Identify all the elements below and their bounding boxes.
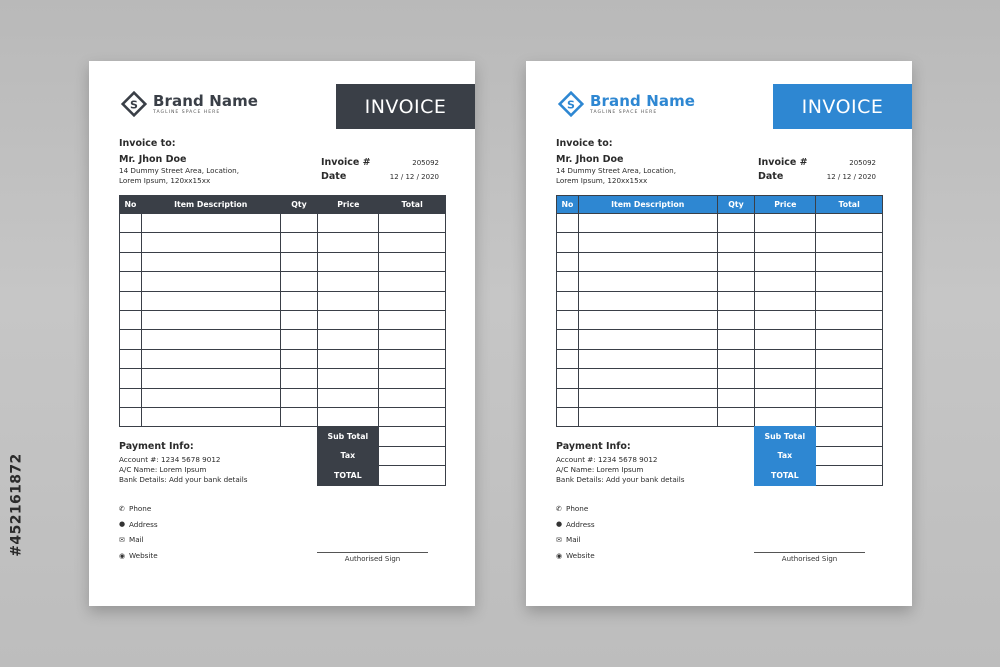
- svg-text:S: S: [567, 98, 575, 112]
- table-cell: [816, 291, 883, 310]
- contact-address-label: Address: [566, 519, 595, 529]
- table-cell: [578, 349, 717, 368]
- table-cell: [141, 388, 280, 407]
- date-value: 12 / 12 / 2020: [826, 173, 876, 181]
- table-row: [120, 272, 446, 291]
- phone-icon: ✆: [556, 504, 562, 513]
- client-name: Mr. Jhon Doe: [119, 154, 187, 165]
- tax-label: Tax: [755, 446, 816, 466]
- invoice-to-label: Invoice to:: [556, 138, 613, 149]
- client-name: Mr. Jhon Doe: [556, 154, 624, 165]
- contact-mail: [556, 532, 595, 548]
- table-cell: [557, 330, 579, 349]
- table-cell: [120, 349, 142, 368]
- client-address-line1: 14 Dummy Street Area, Location,: [556, 166, 676, 175]
- invoice-number-label: Invoice #: [758, 157, 808, 168]
- table-cell: [557, 310, 579, 329]
- signature-label: Authorised Sign: [344, 555, 401, 563]
- table-cell: [280, 349, 318, 368]
- table-cell: [280, 369, 318, 388]
- phone-icon: ✆: [119, 504, 125, 513]
- table-cell: [578, 214, 717, 233]
- payment-title: Payment Info:: [119, 441, 194, 452]
- totals-table: [317, 426, 446, 486]
- location-pin-icon: ●: [556, 520, 563, 529]
- date-label: Date: [321, 171, 347, 182]
- table-cell: [816, 310, 883, 329]
- table-cell: [755, 272, 816, 291]
- table-cell: [120, 252, 142, 271]
- table-cell: [557, 252, 579, 271]
- client-address-line2: Lorem Ipsum, 120xx15xx: [119, 176, 211, 185]
- payment-bank: Bank Details: Add your bank details: [556, 475, 685, 484]
- col-total: Total: [379, 196, 446, 214]
- table-cell: [717, 349, 755, 368]
- contact-mail-label: Mail: [129, 535, 144, 545]
- table-cell: [578, 330, 717, 349]
- table-cell: [318, 310, 379, 329]
- tax-label: Tax: [318, 446, 379, 466]
- mail-icon: ✉: [556, 535, 562, 544]
- table-cell: [755, 291, 816, 310]
- invoice-banner: INVOICE: [773, 84, 912, 129]
- signature-line: [317, 552, 428, 553]
- total-value-cell: [378, 466, 445, 486]
- table-cell: [816, 349, 883, 368]
- signature-label: Authorised Sign: [781, 555, 838, 563]
- items-table-header: [120, 196, 446, 214]
- table-cell: [379, 214, 446, 233]
- invoice-to-block: [119, 138, 239, 186]
- table-row: [120, 233, 446, 252]
- table-cell: [717, 291, 755, 310]
- stock-id-watermark: [4, 432, 30, 578]
- table-cell: [379, 272, 446, 291]
- table-row: [120, 310, 446, 329]
- table-cell: [280, 388, 318, 407]
- invoice-number-value: 205092: [849, 159, 876, 167]
- col-price: Price: [318, 196, 379, 214]
- table-cell: [755, 388, 816, 407]
- col-no: No: [120, 196, 142, 214]
- table-cell: [318, 330, 379, 349]
- contact-address: [119, 517, 158, 533]
- table-cell: [755, 349, 816, 368]
- contact-address-label: Address: [129, 519, 158, 529]
- table-row: [557, 388, 883, 407]
- table-row: [557, 272, 883, 291]
- table-cell: [141, 252, 280, 271]
- total-row: [318, 466, 446, 486]
- table-cell: [120, 310, 142, 329]
- table-cell: [280, 252, 318, 271]
- payment-account-name: A/C Name: Lorem Ipsum: [119, 465, 207, 474]
- table-cell: [280, 233, 318, 252]
- table-cell: [755, 330, 816, 349]
- table-cell: [557, 214, 579, 233]
- table-cell: [379, 291, 446, 310]
- table-cell: [318, 349, 379, 368]
- table-cell: [141, 407, 280, 426]
- table-cell: [120, 330, 142, 349]
- items-table-body: [557, 214, 883, 427]
- table-row: [557, 214, 883, 233]
- table-cell: [141, 310, 280, 329]
- table-cell: [816, 388, 883, 407]
- table-cell: [318, 407, 379, 426]
- table-cell: [816, 369, 883, 388]
- table-cell: [816, 330, 883, 349]
- table-cell: [379, 349, 446, 368]
- brand: [121, 91, 258, 117]
- table-cell: [816, 252, 883, 271]
- invoice-number-value: 205092: [412, 159, 439, 167]
- stock-id-text: #452161872: [9, 453, 25, 557]
- table-cell: [120, 407, 142, 426]
- subtotal-label: Sub Total: [755, 427, 816, 447]
- table-cell: [557, 349, 579, 368]
- contact-website-label: Website: [129, 551, 158, 561]
- table-row: [557, 369, 883, 388]
- table-cell: [717, 252, 755, 271]
- table-cell: [318, 233, 379, 252]
- table-cell: [755, 369, 816, 388]
- tax-row: [318, 446, 446, 466]
- table-cell: [578, 272, 717, 291]
- table-cell: [379, 388, 446, 407]
- contact-website-label: Website: [566, 551, 595, 561]
- payment-title: Payment Info:: [556, 441, 631, 452]
- table-row: [557, 349, 883, 368]
- table-cell: [141, 233, 280, 252]
- payment-bank: Bank Details: Add your bank details: [119, 475, 248, 484]
- contact-address: [556, 517, 595, 533]
- table-cell: [578, 310, 717, 329]
- subtotal-row: [318, 427, 446, 447]
- table-cell: [379, 233, 446, 252]
- table-cell: [379, 310, 446, 329]
- table-row: [557, 252, 883, 271]
- contact-website: [119, 548, 158, 564]
- table-cell: [717, 310, 755, 329]
- table-row: [557, 233, 883, 252]
- table-cell: [717, 272, 755, 291]
- table-cell: [816, 407, 883, 426]
- payment-info: [556, 441, 685, 485]
- svg-text:S: S: [130, 98, 138, 112]
- table-cell: [318, 272, 379, 291]
- subtotal-value-cell: [378, 427, 445, 447]
- contact-phone-label: Phone: [566, 504, 589, 514]
- col-price: Price: [755, 196, 816, 214]
- total-row: [755, 466, 883, 486]
- table-cell: [578, 252, 717, 271]
- table-cell: [379, 330, 446, 349]
- table-cell: [557, 233, 579, 252]
- contact-list: [119, 501, 158, 563]
- signature-line: [754, 552, 865, 553]
- table-cell: [280, 291, 318, 310]
- table-cell: [280, 272, 318, 291]
- payment-account: Account #: 1234 5678 9012: [556, 455, 658, 464]
- payment-info: [119, 441, 248, 485]
- client-address-line1: 14 Dummy Street Area, Location,: [119, 166, 239, 175]
- invoice-sheet-dark: [89, 61, 475, 606]
- invoice-meta: [758, 157, 876, 185]
- table-cell: [755, 214, 816, 233]
- table-cell: [120, 369, 142, 388]
- mail-icon: ✉: [119, 535, 125, 544]
- table-row: [120, 388, 446, 407]
- table-cell: [280, 214, 318, 233]
- items-table: [119, 195, 446, 427]
- table-cell: [557, 388, 579, 407]
- contact-phone: [556, 501, 595, 517]
- payment-account: Account #: 1234 5678 9012: [119, 455, 221, 464]
- table-cell: [717, 233, 755, 252]
- date-value: 12 / 12 / 2020: [389, 173, 439, 181]
- brand-tagline: TAGLINE SPACE HERE: [590, 109, 658, 115]
- brand-logo-icon: [558, 91, 584, 117]
- table-cell: [578, 369, 717, 388]
- tax-value-cell: [378, 446, 445, 466]
- col-description: Item Description: [578, 196, 717, 214]
- table-cell: [578, 388, 717, 407]
- table-cell: [318, 388, 379, 407]
- table-row: [120, 369, 446, 388]
- table-cell: [318, 214, 379, 233]
- table-cell: [141, 349, 280, 368]
- table-cell: [318, 252, 379, 271]
- table-cell: [280, 407, 318, 426]
- table-cell: [141, 330, 280, 349]
- table-cell: [717, 407, 755, 426]
- table-cell: [717, 214, 755, 233]
- totals-table: [754, 426, 883, 486]
- table-cell: [755, 252, 816, 271]
- col-qty: Qty: [280, 196, 318, 214]
- col-qty: Qty: [717, 196, 755, 214]
- contact-list: [556, 501, 595, 563]
- table-cell: [318, 291, 379, 310]
- brand-name: Brand Name: [153, 91, 259, 110]
- table-cell: [557, 369, 579, 388]
- contact-website: [556, 548, 595, 564]
- table-cell: [557, 407, 579, 426]
- items-table: [556, 195, 883, 427]
- brand-logo-icon: [121, 91, 147, 117]
- invoice-to-block: [556, 138, 676, 186]
- total-label: TOTAL: [318, 466, 379, 486]
- table-row: [557, 330, 883, 349]
- globe-icon: ◉: [119, 551, 126, 560]
- table-cell: [717, 330, 755, 349]
- table-row: [120, 214, 446, 233]
- invoice-to-label: Invoice to:: [119, 138, 176, 149]
- col-no: No: [557, 196, 579, 214]
- col-description: Item Description: [141, 196, 280, 214]
- table-cell: [755, 310, 816, 329]
- table-cell: [120, 214, 142, 233]
- table-row: [120, 349, 446, 368]
- brand-tagline: TAGLINE SPACE HERE: [153, 109, 221, 115]
- table-cell: [141, 369, 280, 388]
- tax-value-cell: [815, 446, 882, 466]
- table-cell: [717, 369, 755, 388]
- globe-icon: ◉: [556, 551, 563, 560]
- table-cell: [141, 214, 280, 233]
- table-cell: [755, 233, 816, 252]
- col-total: Total: [816, 196, 883, 214]
- table-row: [120, 291, 446, 310]
- brand: [558, 91, 695, 117]
- table-cell: [755, 407, 816, 426]
- table-cell: [379, 369, 446, 388]
- table-cell: [280, 330, 318, 349]
- table-row: [120, 407, 446, 426]
- table-cell: [557, 272, 579, 291]
- contact-mail: [119, 532, 158, 548]
- table-cell: [578, 291, 717, 310]
- table-cell: [141, 291, 280, 310]
- payment-account-name: A/C Name: Lorem Ipsum: [556, 465, 644, 474]
- table-row: [557, 310, 883, 329]
- table-cell: [816, 272, 883, 291]
- subtotal-value-cell: [815, 427, 882, 447]
- client-address-line2: Lorem Ipsum, 120xx15xx: [556, 176, 648, 185]
- contact-mail-label: Mail: [566, 535, 581, 545]
- table-cell: [379, 252, 446, 271]
- table-row: [557, 291, 883, 310]
- date-label: Date: [758, 171, 784, 182]
- table-cell: [141, 272, 280, 291]
- table-cell: [120, 272, 142, 291]
- invoice-banner: INVOICE: [336, 84, 475, 129]
- contact-phone: [119, 501, 158, 517]
- table-cell: [280, 310, 318, 329]
- subtotal-label: Sub Total: [318, 427, 379, 447]
- items-table-header: [557, 196, 883, 214]
- table-cell: [120, 291, 142, 310]
- table-cell: [379, 407, 446, 426]
- items-table-body: [120, 214, 446, 427]
- invoice-number-label: Invoice #: [321, 157, 371, 168]
- invoice-meta: [321, 157, 439, 185]
- table-row: [120, 330, 446, 349]
- total-value-cell: [815, 466, 882, 486]
- table-cell: [578, 233, 717, 252]
- brand-name: Brand Name: [590, 91, 696, 110]
- table-cell: [578, 407, 717, 426]
- table-cell: [318, 369, 379, 388]
- invoice-sheet-blue: [526, 61, 912, 606]
- table-cell: [557, 291, 579, 310]
- table-row: [120, 252, 446, 271]
- contact-phone-label: Phone: [129, 504, 152, 514]
- location-pin-icon: ●: [119, 520, 126, 529]
- subtotal-row: [755, 427, 883, 447]
- table-cell: [717, 388, 755, 407]
- tax-row: [755, 446, 883, 466]
- table-cell: [816, 233, 883, 252]
- table-cell: [816, 214, 883, 233]
- table-cell: [120, 388, 142, 407]
- table-row: [557, 407, 883, 426]
- total-label: TOTAL: [755, 466, 816, 486]
- table-cell: [120, 233, 142, 252]
